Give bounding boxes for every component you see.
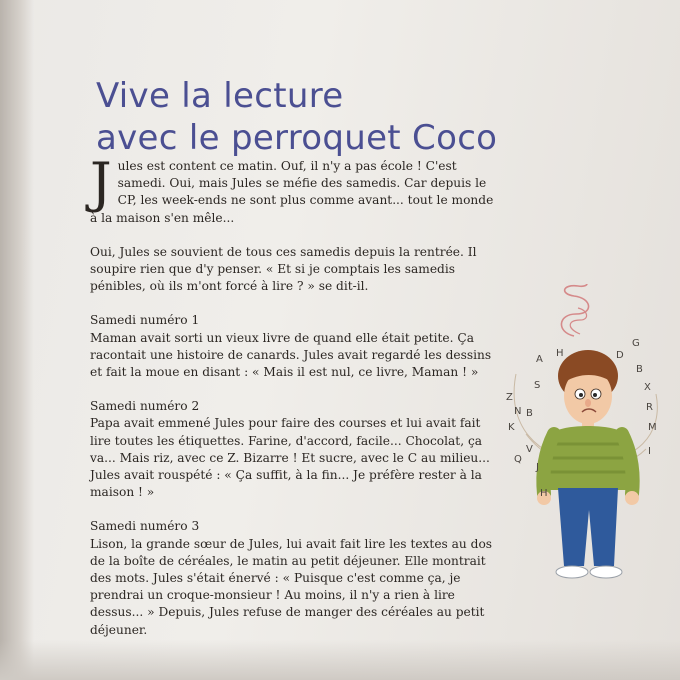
drop-cap: J: [90, 151, 112, 214]
letter: Z: [506, 392, 513, 403]
page-title-line-2: avec le perroquet Coco: [96, 117, 498, 158]
letter: N: [514, 406, 522, 417]
paragraph-2: Oui, Jules se souvient de tous ces samedis depuis la rentrée. Il soupire rien que d'y penser. « Et si je comptais les samedis pénibles, où ils m'ont forcé à lire ? » se dit-il.: [90, 244, 477, 294]
section-saturday-2: [90, 398, 502, 501]
pants: [558, 488, 618, 566]
letter: B: [526, 408, 533, 419]
section-heading: Samedi numéro 1: [90, 313, 200, 328]
section-text: Lison, la grande sœur de Jules, lui avait fait lire les textes au dos de la boîte de céréales, le matin au petit déjeuner. Elle montrait des mots. Jules s'était énervé : « Puisque c'est comme ça, je prendrai un croque-monsieur ! Au moins, il n'y a rien à lire dessus... » Depuis, Jules refuse de manger des céréales au petit déjeuner.: [90, 536, 493, 637]
story-text: [90, 151, 502, 656]
section-saturday-3: [90, 518, 502, 638]
letter: D: [616, 350, 624, 361]
page-gutter-shadow: [0, 0, 34, 680]
page-title-line-1: Vive la lecture: [96, 75, 344, 116]
section-heading: Samedi numéro 2: [90, 399, 200, 414]
intro-paragraph: [90, 151, 502, 227]
letter: S: [534, 380, 541, 391]
left-shoe: [556, 566, 588, 578]
letter: H: [556, 348, 564, 359]
letter: Q: [514, 454, 522, 465]
section-text: Maman avait sorti un vieux livre de quand elle était petite. Ça racontait une histoire de canards. Jules avait regardé les dessins et fait la moue en disant : « Mais il est nul, ce livre, Maman ! »: [90, 330, 492, 380]
letter: B: [636, 364, 643, 375]
letter: K: [508, 422, 515, 433]
page-title: [96, 75, 566, 159]
boy-illustration: [496, 284, 666, 584]
letter: G: [632, 338, 640, 349]
letter: X: [644, 382, 651, 393]
letter: A: [536, 354, 543, 365]
dizzy-swirl-icon: [561, 284, 588, 336]
right-shoe: [590, 566, 622, 578]
intro-text: ules est content ce matin. Ouf, il n'y a pas école ! C'est samedi. Oui, mais Jules se méfie des samedis. Car depuis le CP, les week-ends ne sont plus comme avant... tout le monde à la maison s'en mêle...: [90, 159, 494, 225]
letter: V: [526, 444, 533, 455]
section-heading: Samedi numéro 3: [90, 519, 200, 534]
letter: H: [540, 488, 548, 499]
section-text: Papa avait emmené Jules pour faire des courses et lui avait fait lire toutes les étiquettes. Farine, d'accord, facile... Chocolat, ça va... Mais riz, avec ce Z. Bizarre ! Et sucre, avec le C au milieu... Jules avait rouspété : « Ça suffit, à la fin... Je préfère rester à la maison ! »: [90, 416, 490, 500]
section-saturday-1: [90, 312, 502, 381]
letter: R: [646, 402, 653, 413]
letter: M: [648, 422, 657, 433]
letter: I: [648, 446, 651, 457]
letter: J: [536, 462, 539, 473]
